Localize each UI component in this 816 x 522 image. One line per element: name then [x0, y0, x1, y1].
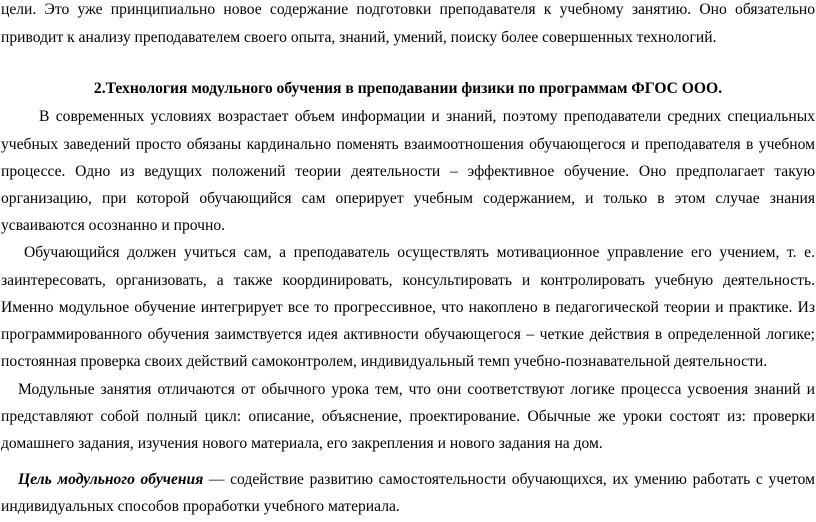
para1-line-3: процессе. Одно из ведущих положений теории деятельности – эффективное обучение. Оно предполагает такую — [1, 163, 815, 180]
intro-line-1: цели. Это уже принципиально новое содержание подготовки преподавателя к учебному занятию. Оно обязательно — [1, 1, 815, 18]
goal-term: Цель модульного обучения — [18, 471, 204, 488]
para1-line-2: учебных заведений просто обязаны кардинально поменять взаимоотношения обучающегося и преподавателя в учебном — [1, 136, 815, 153]
para1-line-4: организацию, при которой обучающийся сам оперирует учебным содержанием, и только в этом случае знания — [1, 190, 815, 207]
para2-line-2: заинтересовать, организовать, а также координировать, консультировать и контролировать учебную деятельность. — [1, 272, 815, 289]
para3-line-1: Модульные занятия отличаются от обычного урока тем, что они соответствуют логике процесса усвоения знаний и — [18, 381, 815, 398]
goal-definition: — содействие развитию самостоятельности обучающихся, их умению работать с учетом — [203, 471, 815, 488]
para4-line-1 — [18, 470, 815, 490]
para2-line-1: Обучающийся должен учиться сам, а преподаватель осуществлять мотивационное управление его учением, т. е. — [24, 244, 815, 261]
para3-line-3: домашнего задания, изучения нового материала, его закрепления и нового задания на дом. — [1, 435, 603, 452]
intro-line-2: приводит к анализу преподавателем своего опыта, знаний, умений, поиску более совершенных технологий. — [1, 29, 717, 46]
para1-line-1: В современных условиях возрастает объем информации и знаний, поэтому преподаватели средних специальных — [39, 108, 815, 125]
para2-line-3: Именно модульное обучение интегрирует все то прогрессивное, что накоплено в педагогической теории и практике. Из — [1, 299, 815, 316]
para2-line-4: программированного обучения заимствуется идея активности обучающегося – четкие действия в определенной логике; — [1, 326, 815, 343]
para3-line-2: представляют собой полный цикл: описание, объяснение, проектирование. Обычные же уроки состоят из: проверки — [1, 408, 815, 425]
para2-line-5: постоянная проверка своих действий самоконтролем, индивидуальный темп учебно-познавательной деятельности. — [1, 353, 768, 370]
para4-line-2: индивидуальных способов проработки учебного материала. — [1, 498, 400, 515]
para1-line-5: усваиваются осознанно и прочно. — [1, 217, 226, 234]
section-heading: 2.Технология модульного обучения в преподавании физики по программам ФГОС ООО. — [93, 80, 723, 97]
